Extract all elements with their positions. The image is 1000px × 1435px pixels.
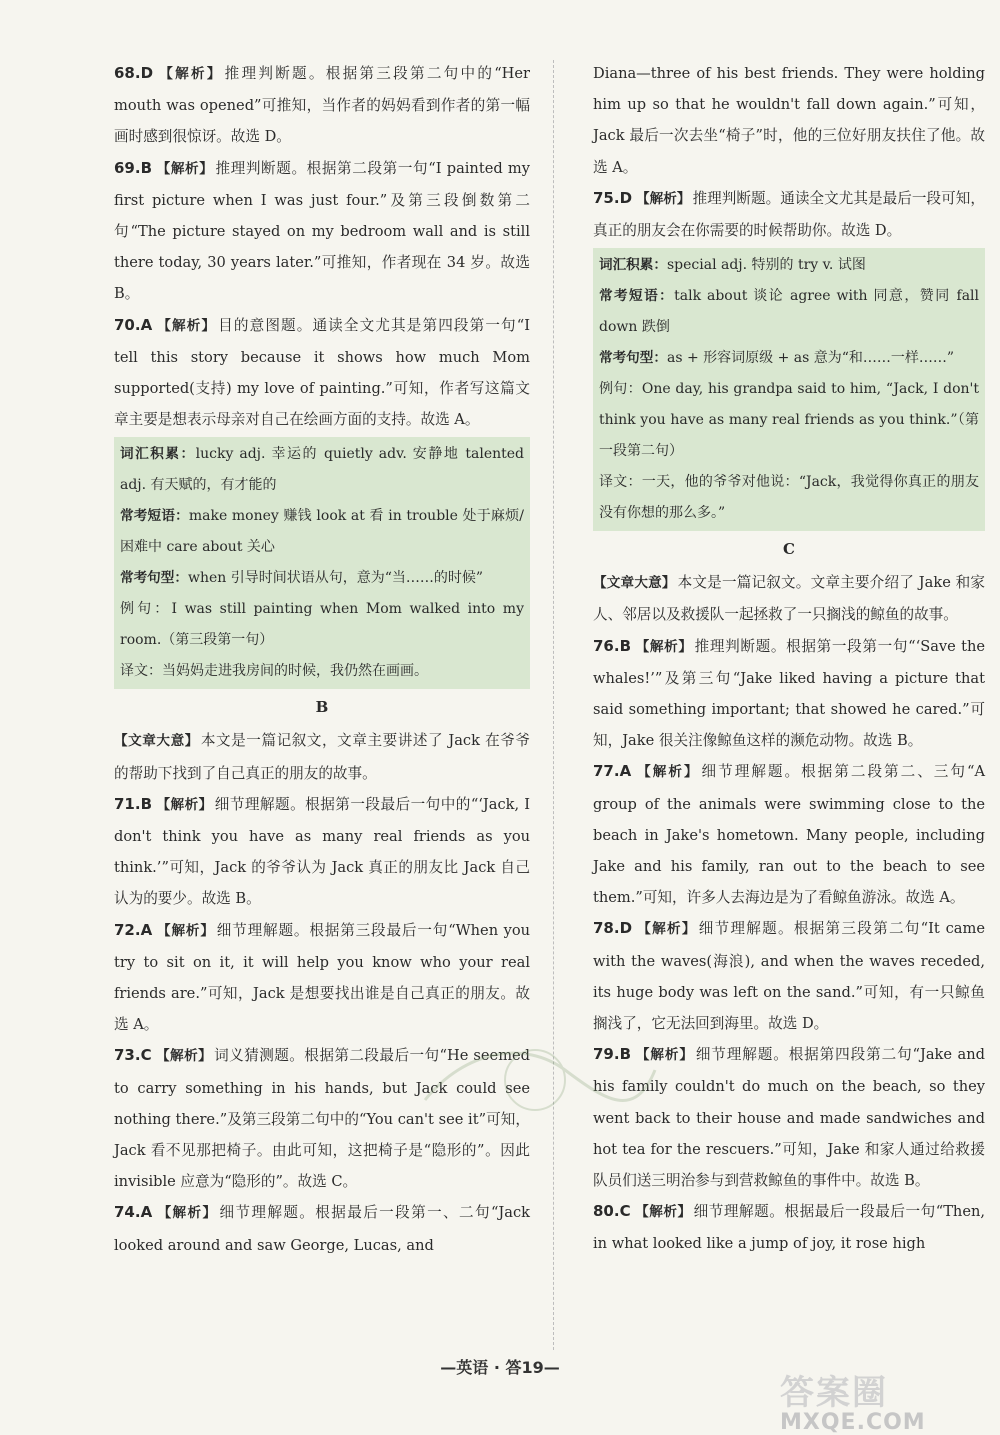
- answer-text: 细节理解题。根据最后一段第一、二句“Jack looked around and saw George, Lucas, and: [114, 1204, 531, 1254]
- analysis-tag: 【解析】: [156, 796, 213, 813]
- answer-text: 推理判断题。根据第三段第二句中的“Her mouth was opened”可推知，当作者的妈妈看到作者的第一幅画时感到很惊讶。故选 D。: [114, 65, 530, 146]
- analysis-tag: 【解析】: [156, 1205, 218, 1222]
- answer-text: 细节理解题。根据第三段最后一句“When you try to sit on it, it will help you know who your real friends are.”可知，Jack 是想要找出谁是自己真正的朋友。故选 A。: [114, 921, 531, 1034]
- answer-75: [593, 183, 985, 246]
- pattern-text: when 引导时间状语从句，意为“当……的时候”: [187, 570, 484, 587]
- answer-number: 80.C: [593, 1202, 631, 1221]
- phrase-text: make money 赚钱 look at 看 in trouble 处于麻烦/困难中 care about 关心: [120, 508, 524, 556]
- page-footer: —英语 · 答19—: [440, 1358, 560, 1377]
- section-heading-b: B: [315, 698, 329, 717]
- analysis-tag: 【解析】: [635, 638, 693, 655]
- example-line: 例句：One day, his grandpa said to him, “Jack, I don't think you have as many real friends as you think.”（第一段第二句）: [599, 381, 979, 460]
- phrase-line: [120, 501, 524, 563]
- phrase-label: 常考短语：: [599, 288, 675, 305]
- column-divider: [553, 60, 554, 1350]
- answer-text: 细节理解题。根据第四段第二句“Jake and his family couldn't do much on the beach, so they went back to their house and made sandwiches and hot tea for the rescuers.”可知，Jake 和家人通过给救援队员们送三明治参与到营救鲸鱼的事件中。故选 B。: [593, 1046, 986, 1190]
- answer-text: 细节理解题。根据第三段第二句“It came with the waves(海浪), and when the waves receded, its huge body was left on the sand.”可知，有一只鲸鱼搁浅了，它无法回到海里。故选 D。: [593, 920, 985, 1033]
- summary-text: 本文是一篇记叙文。文章主要介绍了 Jake 和家人、邻居以及救援队一起拯救了一只搁浅的鲸鱼的故事。: [593, 574, 986, 624]
- analysis-tag: 【解析】: [157, 66, 223, 82]
- phrase-label: 常考短语：: [120, 508, 189, 525]
- pattern-label: 常考句型：: [120, 570, 188, 587]
- answer-text: 细节理解题。根据最后一段最后一句“Then, in what looked like a jump of joy, it rose high: [593, 1203, 985, 1253]
- answer-number: 76.B: [593, 636, 632, 655]
- vocab-line: [599, 250, 979, 281]
- answer-78: [593, 913, 985, 1039]
- analysis-tag: 【解析】: [156, 160, 214, 177]
- answer-number: 74.A: [114, 1203, 153, 1222]
- answer-text: 词义猜测题。根据第二段最后一句“He seemed to carry something in his hands, but Jack could see nothing there.”及第三段第二句中的“You can't see it”可知，Jack 看不见那把椅子。由此可知，这把椅子是“隐形的”。因此 invisible 应意为“隐形的”。故选 C。: [114, 1047, 531, 1191]
- analysis-tag: 【解析】: [156, 317, 217, 334]
- answer-number: 68.D: [114, 64, 154, 82]
- vocab-text: lucky adj. 幸运的 quietly adv. 安静地 talented adj. 有天赋的，有才能的: [120, 446, 525, 494]
- translation-line: 译文：当妈妈走进我房间的时候，我仍然在画画。: [120, 663, 428, 680]
- watermark-logo: 答案圈: [780, 1373, 888, 1413]
- answer-text: 目的意图题。通读全文尤其是第四段第一句“I tell this story because it shows how much Mom supported(支持) my love of painting.”可知，作者写这篇文章主要是想表示母亲对自己在绘画方面的支持。故选 A。: [114, 316, 530, 429]
- vocab-text: special adj. 特别的 try v. 试图: [666, 257, 866, 274]
- answer-text: 细节理解题。根据第一段最后一句中的“‘Jack, I don't think you have as many real friends as you think.’”可知，Jack 的爷爷认为 Jack 真正的朋友比 Jack 自己认为的要少。故选 B。: [114, 795, 531, 908]
- translation-line: 译文：一天，他的爷爷对他说：“Jack，我觉得你真正的朋友没有你想的那么多。”: [599, 474, 979, 522]
- answer-text: 推理判断题。通读全文尤其是最后一段可知，真正的朋友会在你需要的时候帮助你。故选 D。: [593, 189, 985, 240]
- answer-71: [114, 789, 530, 915]
- answer-number: 79.B: [593, 1045, 632, 1064]
- pattern-text: as + 形容词原级 + as 意为“和……一样……”: [666, 350, 955, 367]
- analysis-tag: 【解析】: [636, 921, 697, 938]
- answer-text: 细节理解题。根据第二段第二、三句“A group of the animals were swimming close to the beach in Jake's hometown. Many people, including Jake and his family, ran out to the beach to see them.”可知，许多人去海边是为了看鲸鱼游泳。故选 A。: [593, 763, 985, 907]
- analysis-tag: 【解析】: [635, 1047, 694, 1064]
- summary-c: [593, 567, 985, 630]
- analysis-tag: 【解析】: [636, 190, 691, 207]
- answer-number: 73.C: [114, 1046, 152, 1065]
- answer-number: 75.D: [593, 188, 633, 207]
- answer-80: [593, 1196, 985, 1259]
- vocab-line: [120, 439, 524, 501]
- pattern-line: [120, 563, 524, 594]
- summary-b: [114, 725, 530, 788]
- summary-text: 本文是一篇记叙文，文章主要讲述了 Jack 在爷爷的帮助下找到了自己真正的朋友的故事。: [114, 732, 531, 782]
- watermark-site: MXQE.COM: [780, 1410, 926, 1435]
- answer-74: [114, 1197, 530, 1260]
- answer-number: 69.B: [114, 158, 153, 177]
- answer-74-continued: Diana—three of his best friends. They were holding him up so that he wouldn't fall down again.”可知，Jack 最后一次去坐“椅子”时，他的三位好朋友扶住了他。故选 A。: [593, 65, 985, 176]
- answer-number: 77.A: [593, 762, 632, 781]
- example-line: 例句：I was still painting when Mom walked into my room.（第三段第一句）: [120, 601, 524, 649]
- pattern-line: [599, 343, 979, 374]
- vocab-label: 词汇积累：: [599, 257, 667, 274]
- pattern-label: 常考句型：: [599, 350, 667, 367]
- knowledge-box-b: [593, 248, 985, 531]
- phrase-text: talk about 谈论 agree with 同意，赞同 fall down 跌倒: [599, 288, 979, 336]
- analysis-tag: 【解析】: [156, 922, 215, 939]
- answer-77: [593, 756, 985, 913]
- section-heading-c: C: [783, 540, 795, 559]
- answer-number: 72.A: [114, 920, 153, 939]
- summary-tag: 【文章大意】: [114, 733, 199, 750]
- analysis-tag: 【解析】: [635, 764, 700, 781]
- site-watermark: [780, 1365, 980, 1435]
- vocab-label: 词汇积累：: [120, 446, 196, 463]
- answer-72: [114, 915, 530, 1041]
- analysis-tag: 【解析】: [634, 1204, 692, 1221]
- analysis-tag: 【解析】: [155, 1048, 213, 1065]
- phrase-line: [599, 281, 979, 343]
- answer-76: [593, 631, 985, 757]
- knowledge-box-a: [114, 437, 530, 689]
- answer-68: [114, 58, 530, 153]
- answer-text: 推理判断题。根据第二段第一句“I painted my first picture when I was just four.”及第三段倒数第二句“The picture stayed on my bedroom wall and is still there today, 30 years later.”可推知，作者现在 34 岁。故选 B。: [114, 159, 531, 303]
- answer-70: [114, 310, 530, 436]
- summary-tag: 【文章大意】: [593, 575, 676, 592]
- answer-number: 70.A: [114, 315, 153, 334]
- answer-number: 78.D: [593, 919, 633, 938]
- answer-number: 71.B: [114, 794, 153, 813]
- decorative-watermark-icon: [405, 1030, 665, 1130]
- answer-69: [114, 153, 530, 310]
- answer-text: 推理判断题。根据第一段第一句“‘Save the whales!’”及第三句“Jake liked having a picture that said something important; that showed he cared.”可知，Jake 很关注像鲸鱼这样的濒危动物。故选 B。: [593, 637, 985, 750]
